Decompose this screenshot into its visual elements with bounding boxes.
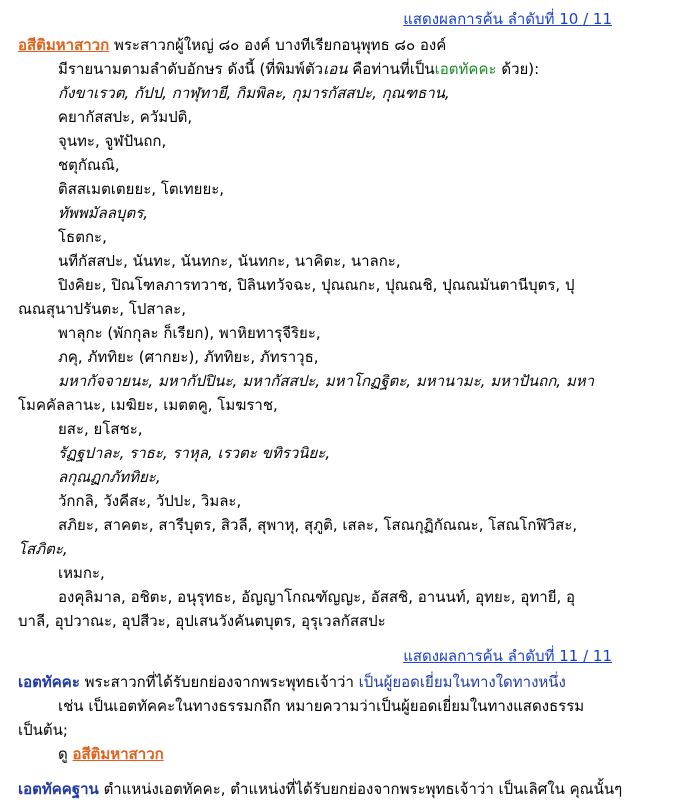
names-line	[58, 201, 148, 225]
names-line	[58, 417, 143, 441]
names-text: บาลี, อุปวาณะ, อุปสีวะ, อุปเสนวังคันตบุตร, อุรุเวลกัสสปะ	[18, 612, 386, 630]
see-also-link[interactable]: อสีติมหาสาวก	[72, 745, 164, 763]
names-text: คยากัสสปะ, ควัมปติ,	[58, 108, 193, 126]
names-text: ทัพพมัลลบุตร,	[58, 204, 149, 222]
names-text: ชตุกัณณิ,	[58, 156, 120, 174]
names-text: โมคคัลลานะ, เมฆิยะ, เมตตคู, โมฆราช,	[18, 396, 278, 414]
result-header-link[interactable]: แสดงผลการค้น ลำดับที่ 11 / 11	[403, 647, 612, 665]
names-text: ปิงคิยะ, ปิณโฑลภารทวาช, ปิลินทวัจฉะ, ปุณณกะ, ปุณณชิ, ปุณณมันตานีบุตร, ปุ	[58, 276, 575, 294]
entry-line	[18, 718, 68, 742]
names-line	[58, 153, 120, 177]
names-text: โธตกะ,	[58, 228, 107, 246]
result-header-link[interactable]: แสดงผลการค้น ลำดับที่ 10 / 11	[403, 10, 612, 28]
names-line	[18, 297, 186, 321]
entry-definition: พระสาวกที่ได้รับยกย่องจากพระพุทธเจ้าว่า	[79, 673, 359, 691]
entry-text: มีรายนามตามลำดับอักษร ดังนี้ (ที่พิมพ์ตัว	[58, 60, 324, 78]
entry-text: ด้วย):	[496, 60, 540, 78]
entry-text: คุณนั้นๆ	[569, 780, 623, 798]
entry-line	[58, 694, 584, 718]
names-text: โสภิตะ,	[18, 540, 68, 558]
names-line	[58, 513, 577, 537]
names-line	[18, 537, 68, 561]
entry-line	[58, 57, 539, 81]
entry-text-green: เอตทัคคะ	[434, 60, 497, 78]
names-line	[58, 105, 192, 129]
names-text: ลกุณฏกภัททิยะ,	[58, 468, 161, 486]
names-text: พาลุกะ (พักกุละ ก็เรียก), พาหิยทารุจีริยะ,	[58, 324, 321, 342]
names-text: ณณสุนาปรันตะ, โปสาละ,	[18, 300, 187, 318]
names-text: ภคุ, ภัททิยะ (ศากยะ), ภัททิยะ, ภัทราวุธ,	[58, 348, 319, 366]
entry-text: คือท่านที่เป็น	[347, 60, 435, 78]
names-text: วักกลิ, วังคีสะ, วัปปะ, วิมละ,	[58, 492, 242, 510]
names-line	[58, 249, 401, 273]
entry-term: เอตทัคคะ	[18, 673, 80, 691]
entry-term: เอตทัคคฐาน	[18, 780, 99, 798]
see-also-line	[58, 742, 164, 766]
names-line	[58, 225, 107, 249]
entry-text: เป็นต้น;	[18, 721, 68, 739]
names-line	[58, 273, 574, 297]
names-text: ติสสเมตเตยยะ, โตเทยยะ,	[58, 180, 225, 198]
entry-term[interactable]: อสีติมหาสาวก	[18, 36, 110, 54]
names-text: องคุลิมาล, อชิตะ, อนุรุทธะ, อัญญาโกณฑัญญะ, อัสสชิ, อานนท์, อุทยะ, อุทายี, อุ	[58, 588, 576, 606]
entry-text: เช่น เป็นเอตทัคคะในทางธรรมกถึก หมายความว่าเป็นผู้ยอดเยี่ยมในทางแสดงธรรม	[58, 697, 585, 715]
names-line	[58, 489, 241, 513]
names-line	[58, 81, 450, 105]
names-line	[58, 441, 330, 465]
entry-definition: พระสาวกผู้ใหญ่ ๘๐ องค์ บางทีเรียกอนุพุทธ ๘๐ องค์	[109, 36, 447, 54]
names-line	[58, 369, 594, 393]
names-text: นทีกัสสปะ, นันทะ, นันทกะ, นันทกะ, นาคิตะ, นาลกะ,	[58, 252, 401, 270]
names-line	[58, 585, 575, 609]
names-text: สภิยะ, สาคตะ, สารีบุตร, สิวลี, สุพาหุ, สุภูติ, เสละ, โสณกุฏิกัณณะ, โสณโกฬิวิสะ,	[58, 516, 578, 534]
names-line	[58, 561, 105, 585]
names-line	[58, 321, 321, 345]
see-also-label: ดู	[58, 745, 73, 763]
names-text: กังขาเรวต, กัปป, กาฬุทายี, กิมพิละ, กุมารกัสสปะ, กุณฑธาน,	[58, 84, 450, 102]
names-text: มหากัจจายนะ, มหากัปปินะ, มหากัสสปะ, มหาโกฏฐิตะ, มหานามะ, มหาปันถก, มหา	[58, 372, 595, 390]
names-text: เหมกะ,	[58, 564, 105, 582]
entry-line	[18, 670, 566, 694]
names-text: ยสะ, ยโสชะ,	[58, 420, 143, 438]
names-line	[58, 177, 224, 201]
entry-line	[18, 33, 446, 57]
names-line	[58, 129, 166, 153]
names-line	[58, 345, 319, 369]
entry-text-italic: เอน	[323, 60, 348, 78]
names-line	[18, 609, 386, 633]
names-text: จุนทะ, จูฬปันถก,	[58, 132, 167, 150]
entry-line	[18, 778, 622, 800]
entry-definition-highlight: เป็นผู้ยอดเยี่ยมในทางใดทางหนึ่ง	[358, 673, 566, 691]
names-text: รัฏฐปาละ, ราธะ, ราหุล, เรวตะ ขทิรวนิยะ,	[58, 444, 331, 462]
names-line	[18, 393, 278, 417]
entry-definition: ตำแหน่งเอตทัคคะ, ตำแหน่งที่ได้รับยกย่องจากพระพุทธเจ้าว่า เป็นเลิศใน	[98, 780, 565, 798]
names-line	[58, 465, 161, 489]
